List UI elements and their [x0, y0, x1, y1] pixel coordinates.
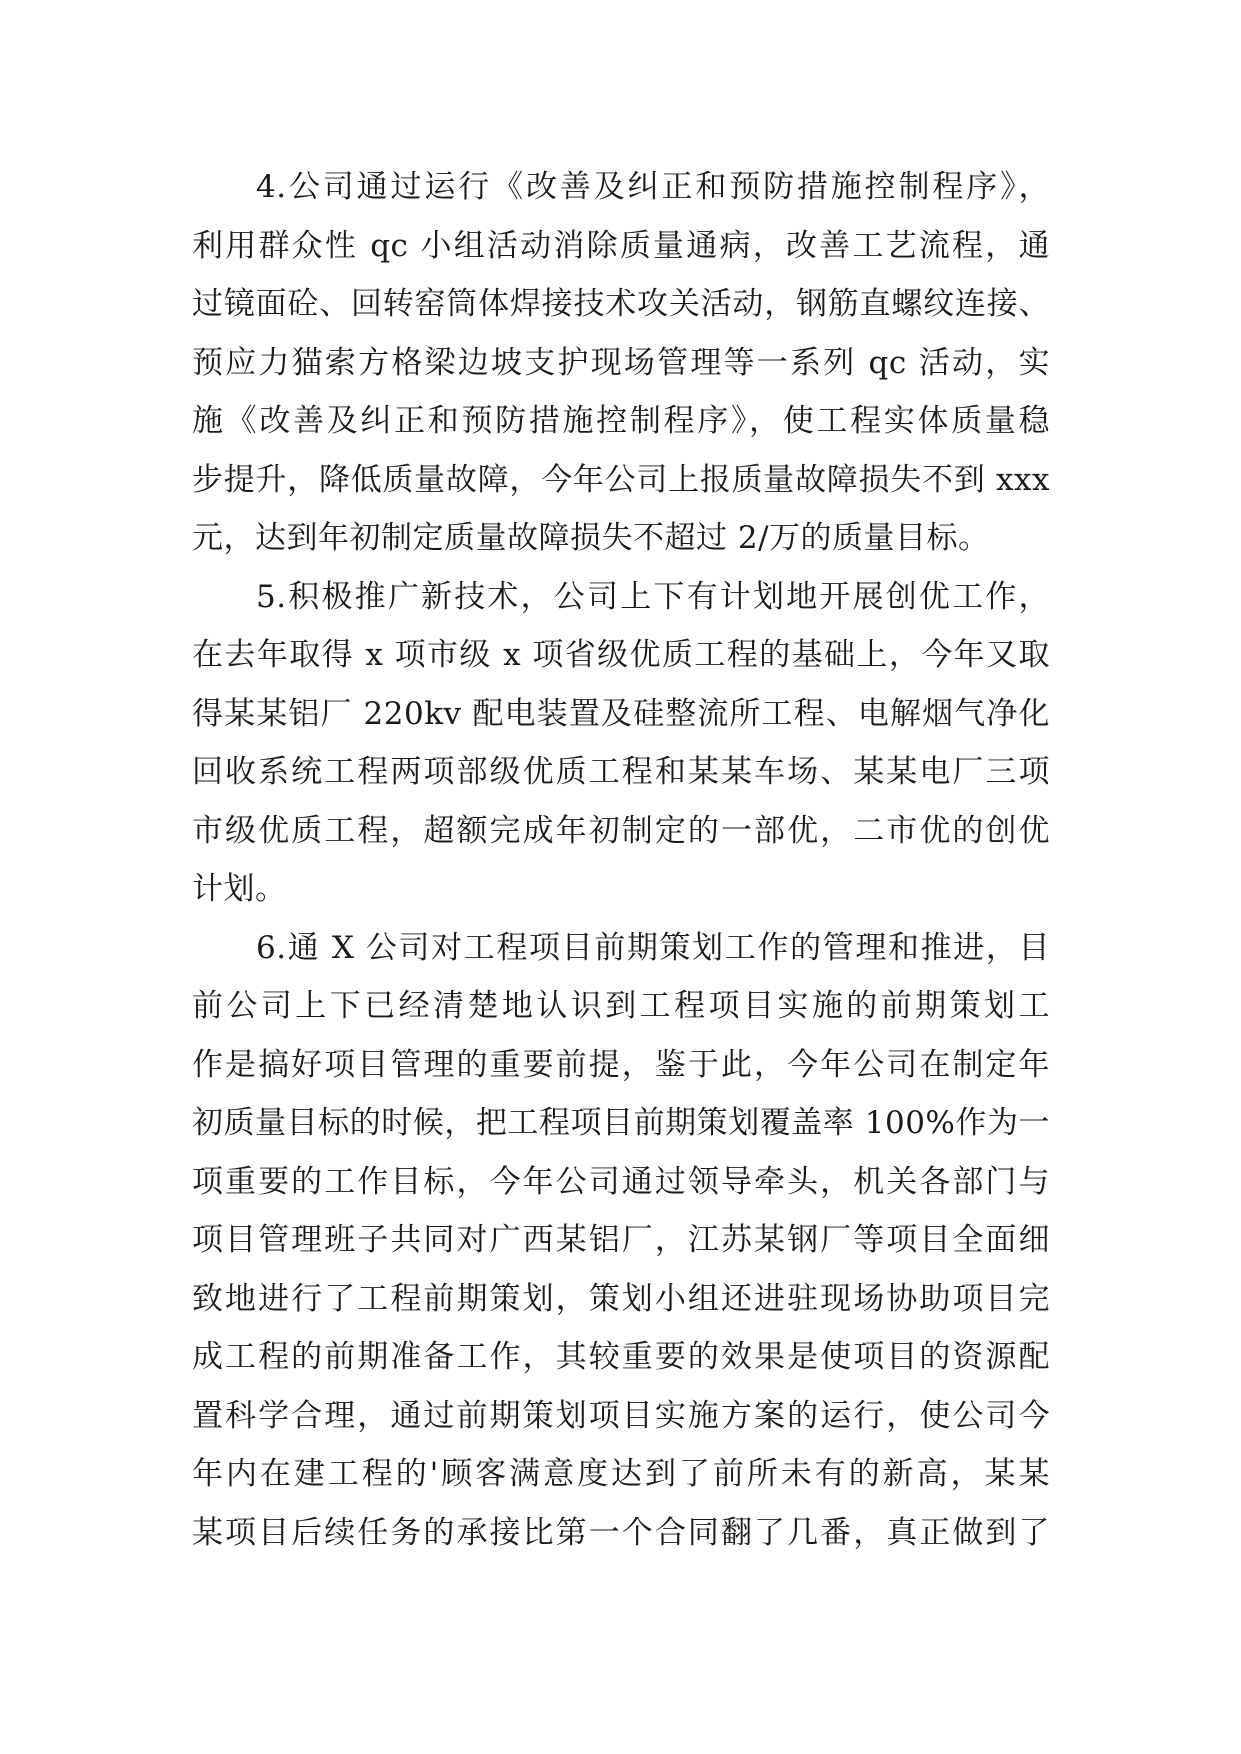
paragraph-5-line: 计划。 — [192, 871, 287, 907]
paragraph-5-line: 得某某铝厂 220kv 配电装置及硅整流所工程、电解烟气净化 — [192, 695, 1050, 732]
paragraph-4-line: 利用群众性 qc 小组活动消除质量通病，改善工艺流程，通 — [192, 227, 1050, 264]
paragraph-6-line: 初质量目标的时候，把工程项目前期策划覆盖率 100%作为一 — [192, 1105, 1050, 1141]
paragraph-5-line: 在去年取得 x 项市级 x 项省级优质工程的基础上，今年又取 — [192, 637, 1050, 673]
paragraph-4-line: 4.公司通过运行《改善及纠正和预防措施控制程序》， — [256, 169, 1050, 205]
paragraph-6-line: 致地进行了工程前期策划，策划小组还进驻现场协助项目完 — [192, 1280, 1050, 1317]
paragraph-6-line: 6.通 X 公司对工程项目前期策划工作的管理和推进，目 — [256, 929, 1050, 966]
document-body — [192, 158, 1050, 1562]
paragraph-4-line: 施《改善及纠正和预防措施控制程序》，使工程实体质量稳 — [192, 403, 1050, 439]
paragraph-4-line: 步提升，降低质量故障，今年公司上报质量故障损失不到 xxx — [192, 461, 1050, 498]
paragraph-6-line: 前公司上下已经清楚地认识到工程项目实施的前期策划工 — [192, 988, 1050, 1024]
paragraph-6-line: 作是搞好项目管理的重要前提，鉴于此，今年公司在制定年 — [192, 1046, 1050, 1083]
paragraph-4-line: 过镜面砼、回转窑筒体焊接技术攻关活动，钢筋直螺纹连接、 — [192, 286, 1050, 322]
paragraph-6-line: 项目管理班子共同对广西某铝厂，江苏某钢厂等项目全面细 — [192, 1222, 1050, 1258]
paragraph-4-line: 预应力猫索方格梁边坡支护现场管理等一系列 qc 活动，实 — [192, 344, 1050, 381]
paragraph-6-line: 置科学合理，通过前期策划项目实施方案的运行，使公司今 — [192, 1397, 1050, 1434]
paragraph-5-line: 回收系统工程两项部级优质工程和某某车场、某某电厂三项 — [192, 754, 1050, 790]
paragraph-6-line: 项重要的工作目标，今年公司通过领导牵头，机关各部门与 — [192, 1163, 1050, 1200]
paragraph-5-line: 5.积极推广新技术，公司上下有计划地开展创优工作， — [256, 578, 1050, 615]
paragraph-5-line: 市级优质工程，超额完成年初制定的一部优，二市优的创优 — [192, 812, 1050, 849]
paragraph-6-line: 年内在建工程的'顾客满意度达到了前所未有的新高，某某 — [192, 1456, 1050, 1492]
paragraph-6-line: 成工程的前期准备工作，其较重要的效果是使项目的资源配 — [192, 1339, 1050, 1375]
paragraph-4-line: 元，达到年初制定质量故障损失不超过 2/万的质量目标。 — [192, 520, 990, 556]
paragraph-6-line: 某项目后续任务的承接比第一个合同翻了几番，真正做到了 — [192, 1514, 1050, 1551]
